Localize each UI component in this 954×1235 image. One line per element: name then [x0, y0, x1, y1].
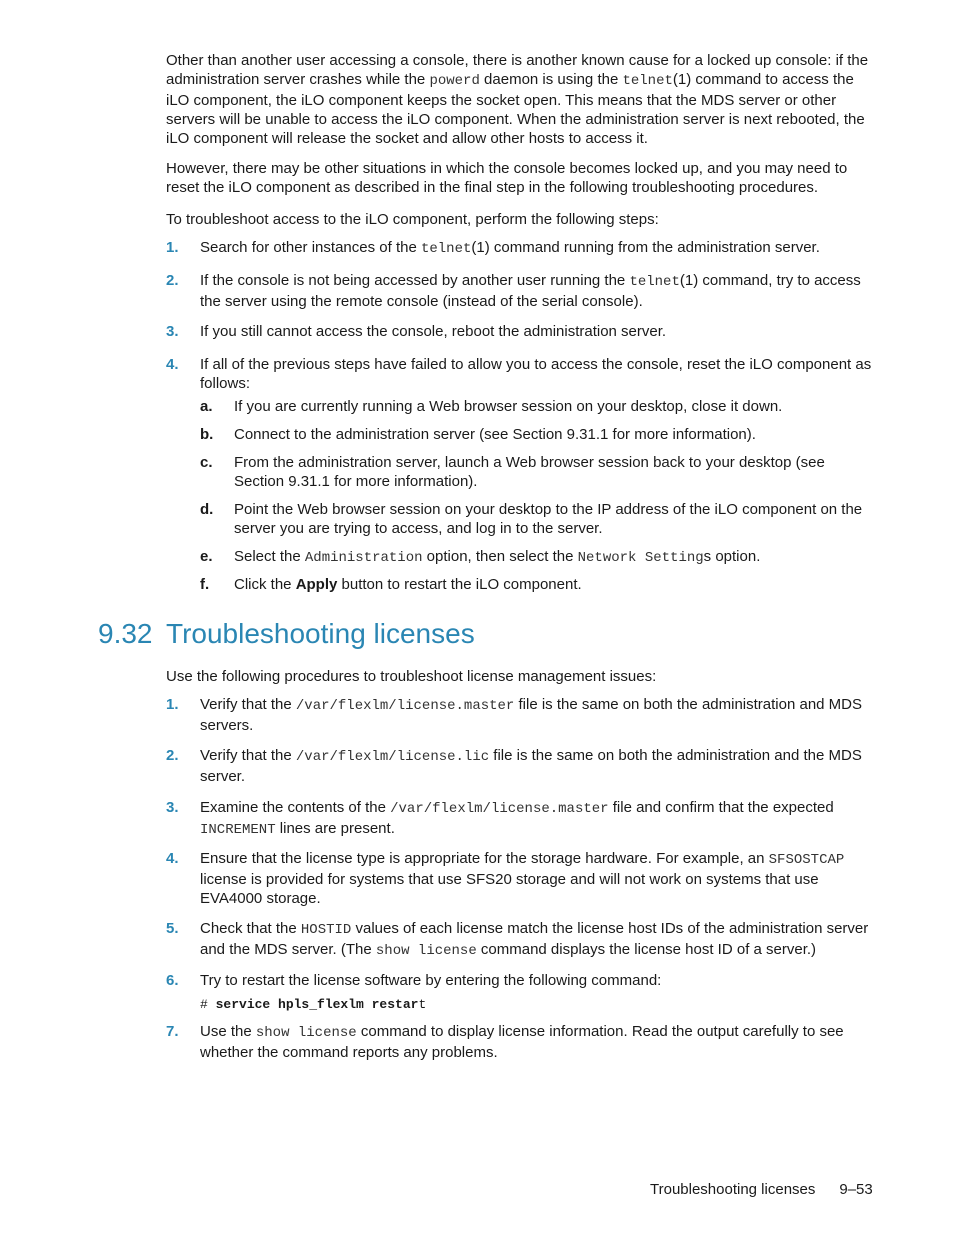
substep-letter: b. [200, 426, 214, 443]
step-number: 6. [166, 972, 179, 989]
command-text: service hpls_flexlm restar [215, 997, 419, 1012]
code-telnet: telnet [629, 274, 680, 290]
step-number: 1. [166, 696, 179, 713]
intro-paragraph-1 [166, 51, 874, 148]
text: file is the same on both the administration and the MDS server. [200, 747, 862, 785]
step-text: Try to restart the license software by entering the following command: [200, 972, 662, 989]
text: Other than another user accessing a console, there is another known cause for a locked up console: if the administration server crashes while the [166, 52, 869, 88]
code-telnet: telnet [622, 73, 673, 89]
step-text [200, 695, 874, 735]
text: Use the [200, 1023, 256, 1040]
step-number: 1. [166, 239, 179, 256]
text: command displays the license host ID of a server.) [476, 941, 817, 958]
step-text [200, 746, 874, 786]
step-number: 5. [166, 920, 179, 937]
step-text [200, 1022, 874, 1062]
text: Click the [234, 576, 296, 593]
step-text: If all of the previous steps have failed to allow you to access the console, reset the iLO component as follows: [200, 356, 872, 392]
step-text [200, 919, 874, 961]
footer-title: Troubleshooting licenses [650, 1181, 816, 1198]
text: Ensure that the license type is appropriate for the storage hardware. For example, an [200, 850, 769, 867]
substep-text: Point the Web browser session on your desktop to the IP address of the iLO component on the server you are trying to access, and log in to the server. [234, 501, 863, 537]
substep-text: Connect to the administration server (see Section 9.31.1 for more information). [234, 426, 756, 443]
page-number: 9–53 [839, 1181, 873, 1198]
step-number: 2. [166, 747, 179, 764]
substep-letter: a. [200, 398, 213, 415]
section-heading [98, 616, 475, 652]
step-text [200, 798, 874, 840]
step-text [200, 849, 874, 908]
text: s option. [703, 548, 761, 565]
step-number: 4. [166, 356, 179, 373]
step-text [200, 238, 874, 259]
code-show-license: show license [375, 943, 477, 959]
intro-paragraph-3: To troubleshoot access to the iLO component, perform the following steps: [166, 211, 659, 228]
text: option, then select the [422, 548, 578, 565]
text: command to display license information. Read the output carefully to see whether the command reports any problems. [200, 1023, 844, 1061]
code-telnet: telnet [420, 241, 472, 257]
text: If the console is not being accessed by another user running the [200, 272, 630, 289]
command-tail: t [418, 997, 427, 1012]
text: (1) command to access the iLO component, the iLO component keeps the socket open. This means that the MDS server or other servers will be unable to access the iLO component. When the administration server is next rebooted, the iLO component will release the socket and allow other hosts to access it. [166, 71, 865, 147]
substep-letter: d. [200, 501, 214, 518]
text: (1) command running from the administration server. [471, 239, 820, 256]
step-text: If you still cannot access the console, reboot the administration server. [200, 323, 667, 340]
intro-paragraph-2: However, there may be other situations in which the console becomes locked up, and you may need to reset the iLO component as described in the final step in the following troubleshooting procedures. [166, 160, 848, 196]
substep-letter: c. [200, 454, 213, 471]
text: Examine the contents of the [200, 799, 391, 816]
section-number: 9.32 [98, 618, 153, 649]
substep-text: If you are currently running a Web browser session on your desktop, close it down. [234, 398, 783, 415]
command-prompt: # [200, 997, 216, 1012]
page-footer [650, 1180, 873, 1199]
text: button to restart the iLO component. [337, 576, 582, 593]
code-increment: INCREMENT [200, 822, 276, 838]
text: Search for other instances of the [200, 239, 421, 256]
text: file is the same on both the administration and MDS servers. [200, 696, 863, 734]
step-text [200, 271, 874, 311]
code-path: /var/flexlm/license.lic [295, 749, 490, 765]
command-example [200, 995, 426, 1014]
code-network-setting: Network Setting [577, 550, 704, 566]
code-powerd: powerd [429, 73, 480, 89]
apply-label: Apply [295, 576, 338, 593]
text: values of each license match the license host IDs of the administration server and the MDS server. (The [200, 920, 869, 958]
code-administration: Administration [304, 550, 423, 566]
substep-text [234, 547, 874, 568]
substep-letter: f. [200, 576, 210, 593]
text: Select the [234, 548, 305, 565]
step-number: 7. [166, 1023, 179, 1040]
text: license is provided for systems that use SFS20 storage and will not work on systems that use EVA4000 storage. [200, 871, 819, 907]
section-title: Troubleshooting licenses [166, 618, 475, 649]
text: file and confirm that the expected [608, 799, 834, 816]
text: daemon is using the [479, 71, 623, 88]
code-sfsostcap: SFSOSTCAP [768, 852, 845, 868]
step-number: 3. [166, 799, 179, 816]
step-number: 4. [166, 850, 179, 867]
text: (1) command, try to access the server using the remote console (instead of the serial console). [200, 272, 861, 310]
text: Verify that the [200, 747, 296, 764]
text: lines are present. [275, 820, 395, 837]
substep-text: From the administration server, launch a Web browser session back to your desktop (see Section 9.31.1 for more information). [234, 454, 825, 490]
section-intro: Use the following procedures to troubleshoot license management issues: [166, 668, 657, 685]
step-number: 3. [166, 323, 179, 340]
substep-text [234, 575, 874, 594]
substep-letter: e. [200, 548, 213, 565]
step-number: 2. [166, 272, 179, 289]
code-path: /var/flexlm/license.master [295, 698, 515, 714]
code-hostid: HOSTID [300, 922, 352, 938]
text: Check that the [200, 920, 301, 937]
text: Verify that the [200, 696, 296, 713]
code-path: /var/flexlm/license.master [390, 801, 609, 817]
code-show-license: show license [255, 1025, 357, 1041]
